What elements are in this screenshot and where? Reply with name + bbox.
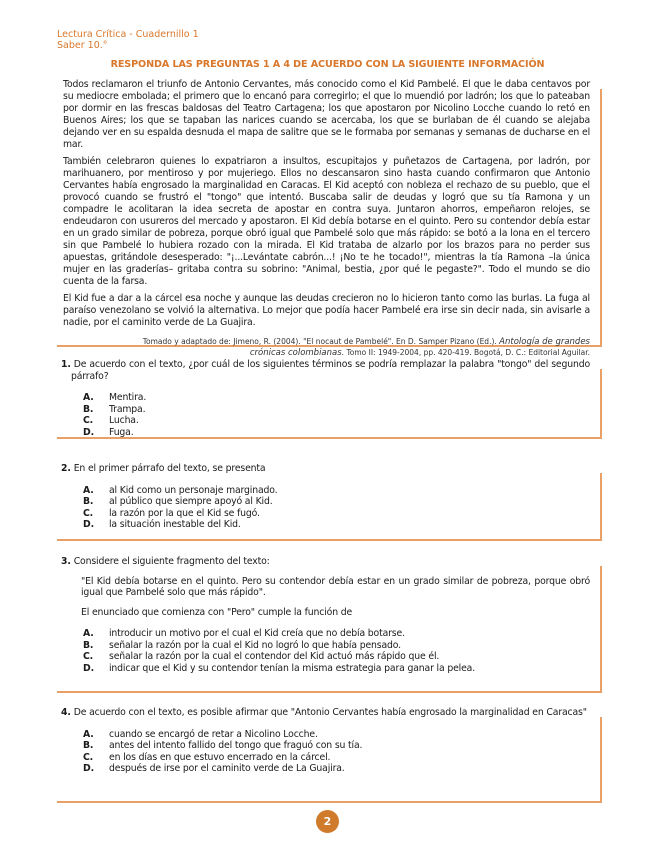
option-letter: B. — [83, 740, 94, 751]
option-letter: D. — [83, 519, 94, 530]
page-number-badge: 2 — [316, 810, 339, 833]
option-text: señalar la razón por la cual el Kid no logró lo que había pensado. — [109, 639, 401, 651]
citation-title: Antología de grandes crónicas colombianas — [249, 337, 590, 358]
option-letter: C. — [83, 651, 94, 662]
section-instruction: RESPONDA LAS PREGUNTAS 1 A 4 DE ACUERDO CON LA SIGUIENTE INFORMACIÓN — [110, 59, 545, 70]
option-text: Trampa. — [109, 403, 146, 415]
passage-paragraph: El Kid fue a dar a la cárcel esa noche y aunque las deudas crecieron no lo hicieron tanto como las burlas. La fuga al paraíso venezolano se volvió la alternativa. Lo mejor que podía hacer Pambelé era irse sin decir nada, sin avisarle a nadie, por el caminito verde de La Guajira. — [63, 293, 590, 328]
citation-prefix: Tomado y adaptado de: Jimeno, R. (2004). "El nocaut de Pambelé". En D. Samper Pizano (Ed.). — [142, 337, 497, 346]
option-a[interactable] — [83, 729, 600, 741]
option-letter: B. — [83, 639, 94, 651]
option-b[interactable] — [83, 740, 600, 752]
option-text: introducir un motivo por el cual el Kid creía que no debía botarse. — [109, 628, 405, 639]
option-letter: B. — [83, 496, 94, 507]
option-b[interactable] — [83, 640, 600, 652]
option-text: indicar que el Kid y su contendor tenían la misma estrategia para ganar la pelea. — [109, 662, 476, 674]
question-4 — [57, 707, 600, 803]
option-d[interactable] — [83, 519, 600, 531]
question-number: 3. — [61, 556, 71, 567]
option-d[interactable] — [83, 427, 600, 439]
options-list — [83, 392, 600, 438]
reading-passage — [57, 79, 600, 358]
option-text: cuando se encargó de retar a Nicolino Locche. — [109, 728, 318, 740]
header-subtitle: Saber 10.° — [57, 40, 108, 51]
question-2 — [57, 463, 600, 541]
question-text — [61, 556, 590, 568]
question-3 — [57, 556, 600, 693]
option-text: Fuga. — [109, 426, 134, 438]
question-prompt: Considere el siguiente fragmento del texto: — [73, 556, 270, 567]
options-list — [83, 628, 600, 674]
header-title: Lectura Crítica - Cuadernillo 1 — [57, 29, 199, 40]
option-letter: C. — [83, 415, 94, 426]
option-text: señalar la razón por la cual el contendor del Kid actuó más rápido que él. — [109, 651, 440, 662]
option-text: en los días en que estuvo encerrado en la cárcel. — [109, 751, 331, 763]
option-text: al público que siempre apoyó al Kid. — [109, 496, 273, 507]
passage-paragraph: También celebraron quienes lo expatriaron a insultos, escupitajos y puñetazos de Cartagena, por ladrón, por marihuanero, por mentiroso y por mujeriego. Ellos no descansaron sino hasta cuando confirmaron que Antonio Cervantes había engrosado la marginalidad en Caracas. El Kid aceptó con nobleza el rechazo de su pueblo, que el provocó cuando se frustró el "tongo" que intentó. Buscaba salir de deudas y logró que su tía Ramona y un compadre le acolitaran la idea secreta de apostar en contra suya. Juntaron ahorros, empeñaron relojes, se endeudaron con usureros del mercado y apostaron. El Kid debía botarse en el quinto. Pero su contendor debía estar en un grado similar de pobreza, porque obró igual que Pambelé solo que más rápido: se botó a la lona en el tercero sin que Pambelé lo hubiera rozado con la mirada. El Kid trataba de alzarlo por los brazos para no perder sus apuestas, gritándole desesperado: "¡...Levántate cabrón...! ¡No te he tocado!", mientras la tía Ramona –la única mujer en las graderías– gritaba contra su sobrino: "Animal, bestia, ¿por qué le pegaste?". Todo el mundo se dio cuenta de la farsa. — [63, 156, 590, 287]
option-b[interactable] — [83, 496, 600, 508]
option-text: la situación inestable del Kid. — [109, 519, 241, 530]
option-c[interactable] — [83, 752, 600, 764]
option-letter: D. — [83, 662, 94, 674]
option-letter: C. — [83, 751, 94, 763]
question-prompt: En el primer párrafo del texto, se presenta — [73, 463, 266, 474]
option-a[interactable] — [83, 392, 600, 404]
option-c[interactable] — [83, 508, 600, 520]
option-letter: C. — [83, 507, 94, 519]
option-letter: A. — [83, 484, 94, 496]
option-letter: A. — [83, 728, 94, 740]
option-d[interactable] — [83, 663, 600, 675]
source-citation — [117, 337, 590, 358]
option-d[interactable] — [83, 763, 600, 775]
option-text: la razón por la que el Kid se fugó. — [109, 507, 260, 519]
options-list — [83, 485, 600, 531]
question-stem: El enunciado que comienza con "Pero" cumple la función de — [81, 606, 353, 618]
question-1 — [57, 359, 600, 439]
option-text: Lucha. — [109, 415, 139, 426]
option-letter: D. — [83, 426, 94, 438]
options-list — [83, 729, 600, 775]
question-text — [61, 707, 590, 719]
option-letter: B. — [83, 403, 94, 415]
option-text: antes del intento fallido del tongo que fraguó con su tía. — [109, 740, 363, 751]
question-text — [61, 359, 590, 382]
option-text: Mentira. — [109, 392, 147, 403]
question-number: 4. — [61, 707, 71, 718]
option-letter: D. — [83, 763, 94, 774]
option-c[interactable] — [83, 415, 600, 427]
citation-suffix: . Tomo II: 1949-2004, pp. 420-419. Bogotá, D. C.: Editorial Aguilar. — [341, 347, 590, 357]
question-number: 1. — [61, 359, 71, 370]
option-b[interactable] — [83, 404, 600, 416]
option-c[interactable] — [83, 651, 600, 663]
passage-paragraph: Todos reclamaron el triunfo de Antonio Cervantes, más conocido como el Kid Pambelé. El que le daba centavos por su mediocre embolada; el primero que lo encanó para corregirlo; el que lo muendió por ladrón; los que lo pateaban por dormir en las frescas baldosas del Teatro Cartagena; los que apostaron por Nicolino Locche cuando lo retó en Buenos Aires; los que se tapaban las narices cuando se acercaba, los que se burlaban de él cuando se alejaba dejando ver en su espalda desnuda el mapa de salitre que se le formaba por semanas y semanas de ducharse en el mar. — [63, 79, 590, 150]
option-text: al Kid como un personaje marginado. — [109, 484, 278, 496]
option-a[interactable] — [83, 485, 600, 497]
option-text: después de irse por el caminito verde de La Guajira. — [109, 763, 345, 774]
option-letter: A. — [83, 628, 94, 639]
question-text — [61, 463, 590, 475]
quoted-fragment: "El Kid debía botarse en el quinto. Pero su contendor debía estar en un grado similar de pobreza, porque obró igual que Pambelé solo que más rápido". — [81, 575, 590, 598]
question-prompt: De acuerdo con el texto, ¿por cuál de los siguientes términos se podría remplazar la palabra "tongo" del segundo párrafo? — [71, 359, 590, 382]
document-header — [57, 29, 199, 51]
option-letter: A. — [83, 392, 94, 403]
question-prompt: De acuerdo con el texto, es posible afirmar que "Antonio Cervantes había engrosado la marginalidad en Caracas" — [73, 707, 587, 718]
question-number: 2. — [61, 463, 71, 474]
option-a[interactable] — [83, 628, 600, 640]
